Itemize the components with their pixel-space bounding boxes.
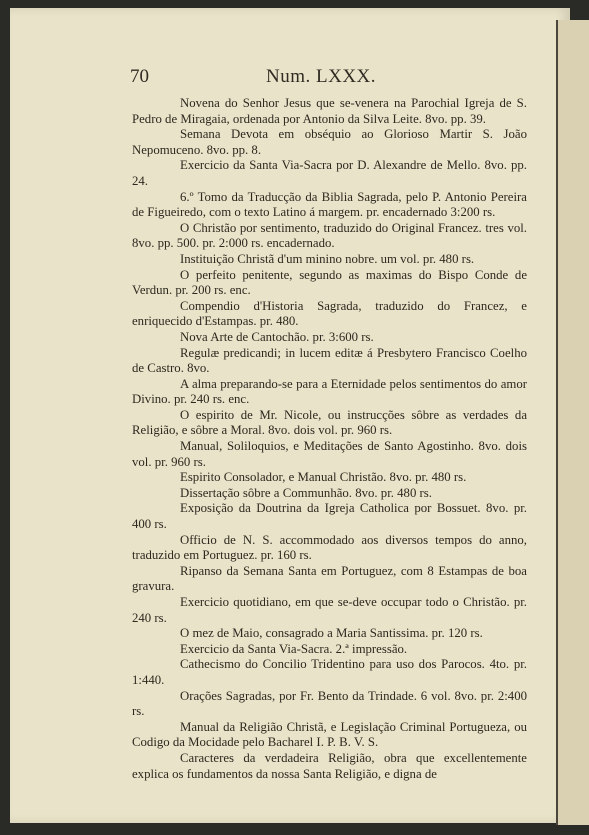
book-entry: A alma preparando-se para a Eternidade pelos sentimentos do amor Divino. pr. 240 rs. enc. xyxy=(132,376,527,407)
book-page xyxy=(10,8,570,823)
book-entry: Regulæ predicandi; in lucem editæ á Presbytero Francisco Coelho de Castro. 8vo. xyxy=(132,345,527,376)
book-entry: Nova Arte de Cantochão. pr. 3:600 rs. xyxy=(180,329,374,344)
book-entry: Dissertação sôbre a Communhão. 8vo. pr. 480 rs. xyxy=(180,485,432,500)
book-entry: Exercicio da Santa Via-Sacra por D. Alexandre de Mello. 8vo. pp. 24. xyxy=(132,158,527,188)
book-entry: O Christão por sentimento, traduzido do Original Francez. tres vol. 8vo. pp. 500. pr. 2:000 rs. encadernado. xyxy=(132,220,527,251)
book-entry: Semana Devota em obséquio ao Glorioso Martir S. João Nepomuceno. 8vo. pp. 8. xyxy=(132,127,527,157)
book-entry: Exposição da Doutrina da Igreja Catholica por Bossuet. 8vo. pr. 400 rs. xyxy=(132,501,527,532)
book-entry: Manual, Soliloquios, e Meditações de Santo Agostinho. 8vo. dois vol. pr. 960 rs. xyxy=(132,439,527,469)
book-entry: Exercicio quotidiano, em que se-deve occupar todo o Christão. pr. 240 rs. xyxy=(132,595,527,625)
book-list xyxy=(132,96,527,782)
running-head: Num. LXXX. xyxy=(266,66,377,87)
book-entry: Compendio d'Historia Sagrada, traduzido do Francez, e enriquecido d'Estampas. pr. 480. xyxy=(132,298,527,329)
book-entry: Cathecismo do Concilio Tridentino para uso dos Parocos. 4to. pr. 1:440. xyxy=(132,657,527,687)
facing-page-edge xyxy=(556,20,589,825)
book-entry: Orações Sagradas, por Fr. Bento da Trindade. 6 vol. 8vo. pr. 2:400 rs. xyxy=(132,688,527,719)
book-entry: O mez de Maio, consagrado a Maria Santissima. pr. 120 rs. xyxy=(180,626,483,641)
book-entry: Exercicio da Santa Via-Sacra. 2.ª impressão. xyxy=(180,641,408,656)
page-number: 70 xyxy=(130,66,149,87)
book-entry: Novena do Senhor Jesus que se-venera na Parochial Igreja de S. Pedro de Miragaia, ordenada por Antonio da Silva Leite. 8vo. pp. 39. xyxy=(132,96,527,126)
book-entry: Manual da Religião Christã, e Legislação Criminal Portugueza, ou Codigo da Mocidade pelo Bacharel I. P. B. V. S. xyxy=(132,719,527,750)
book-entry: 6.º Tomo da Traducção da Biblia Sagrada, pelo P. Antonio Pereira de Figueiredo, com o texto Latino á margem. pr. encadernado 3:200 rs. xyxy=(132,189,527,220)
book-entry: Instituição Christã d'um minino nobre. um vol. pr. 480 rs. xyxy=(180,251,475,266)
book-entry: Officio de N. S. accommodado aos diversos tempos do anno, traduzido em Portuguez. pr. 160 rs. xyxy=(132,532,527,563)
book-entry: O espirito de Mr. Nicole, ou instrucções sôbre as verdades da Religião, e sôbre a Moral. 8vo. dois vol. pr. 960 rs. xyxy=(132,407,527,438)
page-header xyxy=(10,8,570,98)
book-entry: Caracteres da verdadeira Religião, obra que excellentemente explica os fundamentos da nossa Santa Religião, e digna de xyxy=(132,750,527,781)
book-entry: Ripanso da Semana Santa em Portuguez, com 8 Estampas de boa gravura. xyxy=(132,563,527,594)
book-entry: Espirito Consolador, e Manual Christão. 8vo. pr. 480 rs. xyxy=(180,470,467,485)
book-entry: O perfeito penitente, segundo as maximas do Bispo Conde de Verdun. pr. 200 rs. enc. xyxy=(132,267,527,298)
